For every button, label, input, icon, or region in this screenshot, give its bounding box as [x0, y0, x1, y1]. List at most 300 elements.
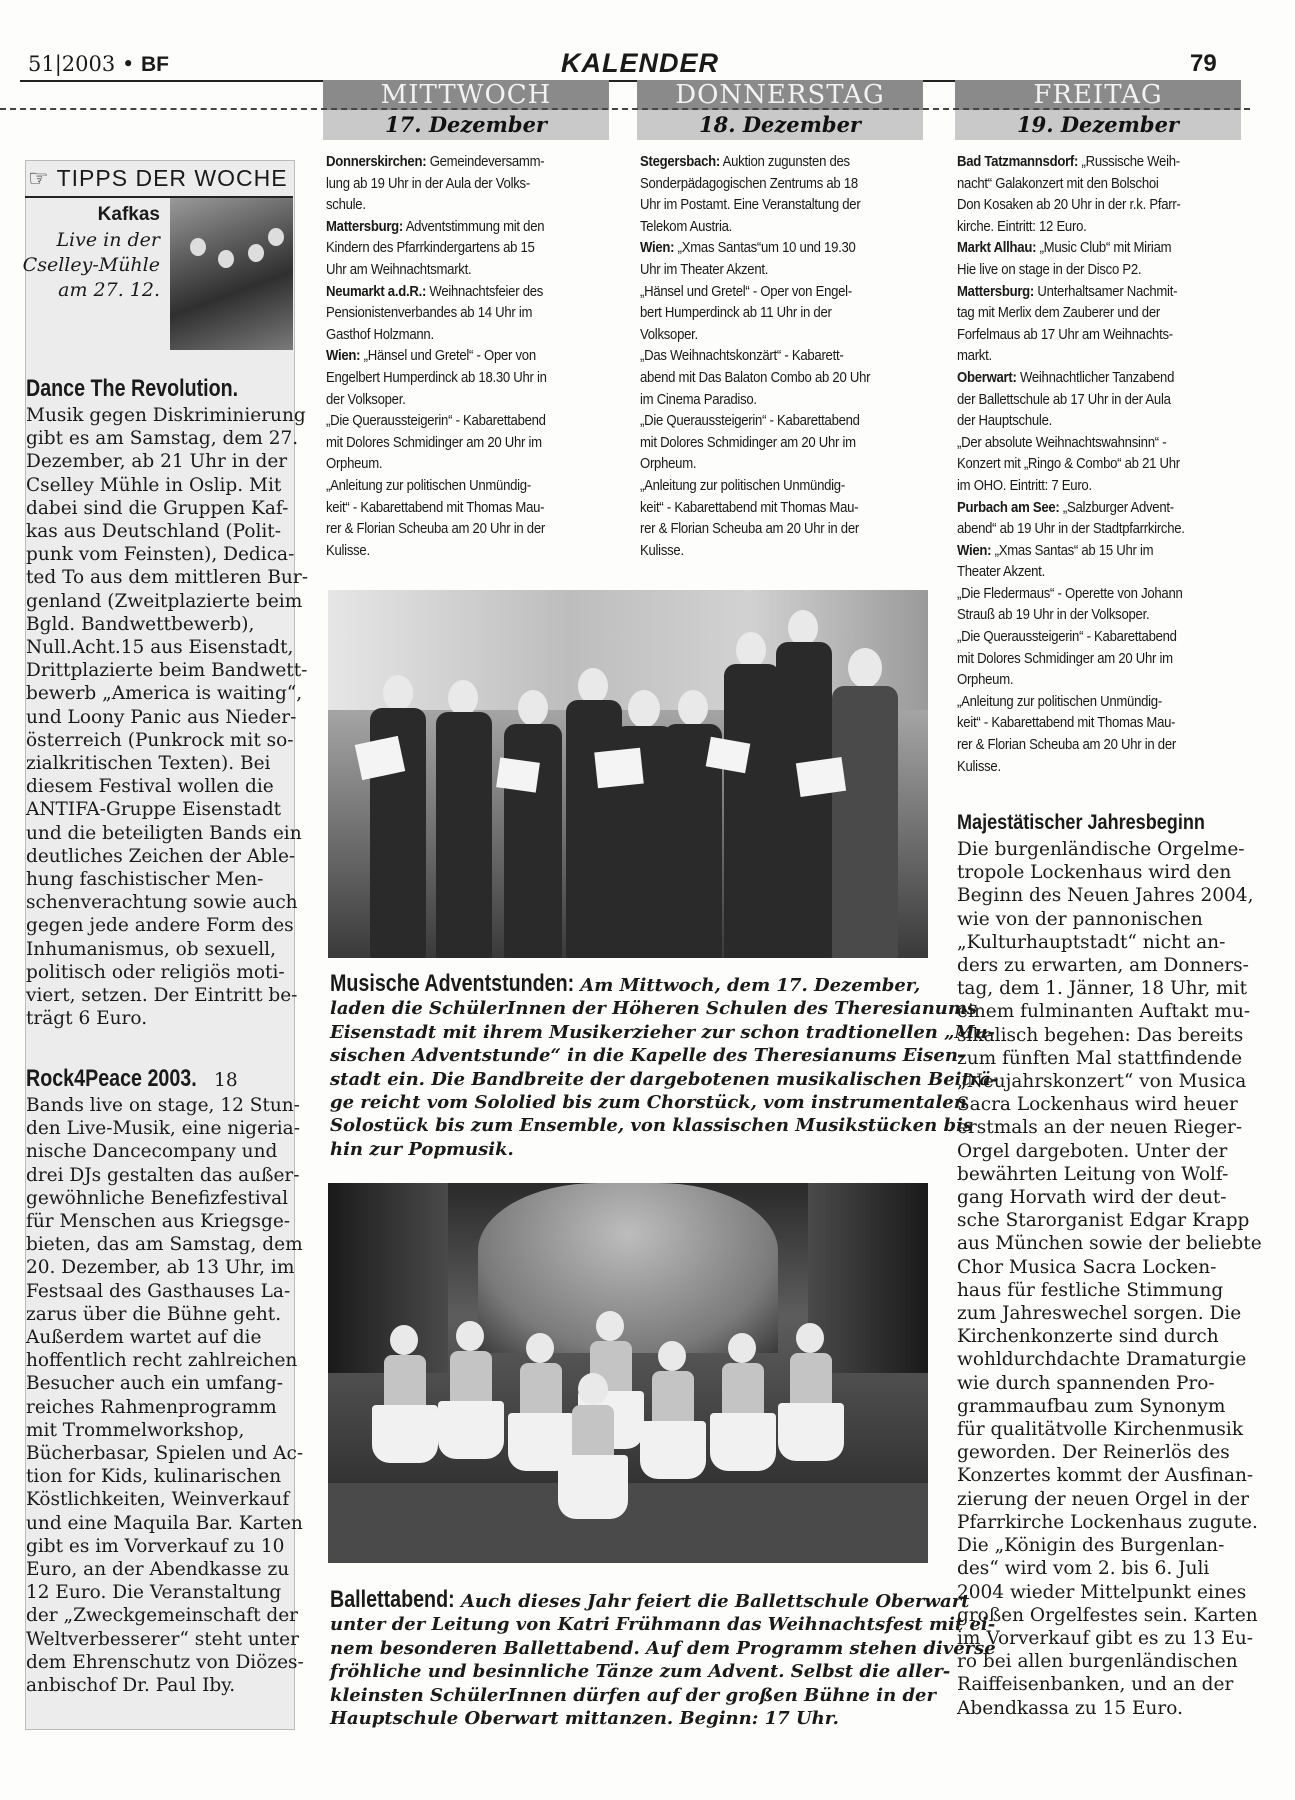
calendar-text: Weihnachtlicher Tanzabend — [1016, 369, 1175, 386]
date-label: 19. Dezember — [955, 110, 1241, 140]
calendar-line — [326, 476, 585, 498]
text-line: grammaufbau zum Synonym — [957, 1395, 1226, 1417]
text-line: 20. Dezember, ab 13 Uhr, im — [26, 1257, 295, 1279]
text-line: und die beteiligten Bands ein — [26, 822, 302, 844]
caption-text: Solostück bis zum Ensemble, von klassischen Musikstücken bis — [330, 1115, 974, 1137]
calendar-line — [957, 476, 1216, 498]
calendar-line — [957, 605, 1216, 627]
caption-line — [330, 1068, 999, 1091]
calendar-line — [957, 519, 1216, 541]
text-line: ders zu erwarten, am Donners- — [957, 955, 1249, 977]
calendar-line — [640, 498, 899, 520]
calendar-text: Don Kosaken ab 20 Uhr in der r.k. Pfarr- — [957, 197, 1181, 214]
calendar-line — [957, 346, 1216, 368]
text-line: Dezember, ab 21 Uhr in der — [26, 451, 288, 473]
text-line: zialkritischen Texten). Bei — [26, 753, 271, 775]
calendar-line — [326, 433, 585, 455]
calendar-line — [640, 282, 899, 304]
text-line: zum Jahreswechel sorgen. Die — [957, 1303, 1242, 1325]
calendar-text: Uhr am Weihnachtsmarkt. — [326, 261, 472, 278]
text-line: bewährten Leitung von Wolf- — [957, 1163, 1229, 1185]
text-line: Beginn des Neuen Jahres 2004, — [957, 885, 1254, 907]
text-line: Bücherbasar, Spielen und Ac- — [26, 1443, 304, 1465]
text-line: zierung der neuen Orgel in der — [957, 1488, 1249, 1510]
calendar-line — [640, 390, 899, 412]
calendar-friday — [957, 152, 1245, 778]
calendar-line — [957, 260, 1216, 282]
calendar-text: „Hänsel und Gretel“ - Oper von Engel- — [640, 283, 852, 300]
calendar-line — [326, 303, 585, 325]
calendar-text: Hie live on stage in der Disco P2. — [957, 261, 1142, 278]
caption-text: hin zur Popmusik. — [330, 1138, 514, 1160]
text-line: Euro, an der Abendkasse zu — [26, 1559, 290, 1581]
calendar-place: Bad Tatzmannsdorf: — [957, 154, 1079, 170]
caption-line — [330, 1021, 995, 1044]
calendar-place: Neumarkt a.d.R.: — [326, 283, 427, 300]
text-line: deutliches Zeichen der Able- — [26, 845, 296, 867]
calendar-text: Auktion zugunsten des — [719, 154, 850, 170]
article-heading: Dance The Revolution. — [26, 375, 239, 402]
text-line: kas aus Deutschland (Polit- — [26, 521, 281, 543]
calendar-text: der Ballettschule ab 17 Uhr in der Aula — [957, 391, 1171, 408]
text-line: genland (Zweitplazierte beim — [26, 590, 303, 612]
text-line: Chor Musica Sacra Locken- — [957, 1256, 1217, 1278]
calendar-place: Mattersburg: — [957, 283, 1035, 300]
issue-bullet: • — [121, 52, 135, 76]
magazine-name: BF — [141, 53, 170, 76]
calendar-line — [640, 519, 899, 541]
text-line: sikalisch begehen: Das bereits — [957, 1024, 1244, 1046]
calendar-text: Strauß ab 19 Uhr in der Volksoper. — [957, 607, 1150, 624]
pointing-hand-icon: ☞ — [28, 165, 50, 191]
text-line: tion for Kids, kulinarischen — [26, 1466, 282, 1488]
calendar-line — [957, 195, 1216, 217]
caption-line — [330, 1707, 930, 1730]
calendar-line — [326, 152, 585, 174]
calendar-text: Kulisse. — [957, 758, 1001, 775]
text-line: Raiffeisenbanken, und an der — [957, 1674, 1234, 1696]
calendar-text: mit Dolores Schmidinger am 20 Uhr im — [640, 434, 856, 451]
calendar-place: Mattersburg: — [326, 218, 404, 235]
text-line: erstmals an der neuen Rieger- — [957, 1117, 1243, 1139]
calendar-text: Telekom Austria. — [640, 218, 733, 235]
text-line: Kirchenkonzerte sind durch — [957, 1326, 1219, 1348]
choir-photo — [328, 590, 928, 958]
calendar-line — [640, 476, 899, 498]
calendar-place: Stegersbach: — [640, 154, 720, 170]
calendar-line — [957, 390, 1216, 412]
calendar-line — [326, 519, 585, 541]
calendar-text: Pensionistenverbandes ab 14 Uhr im — [326, 305, 533, 322]
text-line: Sacra Lockenhaus wird heuer — [957, 1094, 1238, 1116]
calendar-line — [326, 325, 585, 347]
calendar-line — [326, 368, 585, 390]
calendar-text: lung ab 19 Uhr in der Aula der Volks- — [326, 175, 530, 192]
caption-line — [330, 1044, 966, 1067]
caption-text: stadt ein. Die Bandbreite der dargebotenen musikalischen Beiträ- — [330, 1068, 999, 1090]
text-line: Besucher auch ein umfang- — [26, 1373, 284, 1395]
text-line: Die „Königin des Burgenlan- — [957, 1535, 1225, 1557]
calendar-place: Markt Allhau: — [957, 240, 1037, 257]
calendar-line — [957, 713, 1216, 735]
caption-text: nem besonderen Ballettabend. Auf dem Programm stehen diverse — [330, 1637, 996, 1659]
calendar-line — [640, 368, 899, 390]
calendar-text: im OHO. Eintritt: 7 Euro. — [957, 477, 1092, 494]
calendar-line — [640, 346, 899, 368]
caption-line — [330, 997, 978, 1020]
calendar-line — [957, 562, 1216, 584]
calendar-place: Donnerskirchen: — [326, 154, 427, 170]
calendar-text: der Hauptschule. — [957, 413, 1052, 430]
calendar-line — [640, 303, 899, 325]
caption-line: am 27. 12. — [58, 279, 160, 301]
text-line: Bands live on stage, 12 Stun- — [26, 1095, 300, 1116]
calendar-text: Kindern des Pfarrkindergartens ab 15 — [326, 240, 535, 257]
text-line: der „Zweckgemeinschaft der — [26, 1605, 299, 1627]
calendar-line — [640, 454, 899, 476]
date-label: 17. Dezember — [323, 110, 609, 140]
text-line: ted To aus dem mittleren Bur- — [26, 567, 308, 589]
caption-line: Cselley-Mühle — [22, 254, 160, 276]
text-line: gibt es im Vorverkauf zu 10 — [26, 1535, 285, 1557]
kafkas-photo-name: Kafkas — [97, 204, 160, 225]
text-line: dem Ehrenschutz von Diözes- — [26, 1651, 304, 1673]
calendar-line — [957, 735, 1216, 757]
weekday-label: MITTWOCH — [323, 80, 609, 110]
caption-line — [330, 1613, 996, 1636]
calendar-place: Oberwart: — [957, 369, 1017, 386]
calendar-line — [957, 238, 1216, 260]
text-line: hoffentlich recht zahlreichen — [26, 1350, 298, 1372]
calendar-line — [326, 498, 585, 520]
calendar-line — [957, 692, 1216, 714]
text-line: trägt 6 Euro. — [26, 1008, 148, 1030]
article-body — [26, 1094, 304, 1697]
calendar-line — [640, 260, 899, 282]
calendar-place: Purbach am See: — [957, 499, 1060, 516]
calendar-line — [326, 390, 585, 412]
calendar-line — [326, 238, 585, 260]
text-line: anbischof Dr. Paul Iby. — [26, 1675, 236, 1697]
text-line: „Neujahrskonzert“ von Musica — [957, 1071, 1247, 1093]
tipps-title — [28, 165, 288, 192]
calendar-text: „Anleitung zur politischen Unmündig- — [957, 693, 1162, 710]
calendar-text: Gasthof Holzmann. — [326, 326, 434, 343]
text-line: Null.Acht.15 aus Eisenstadt, — [26, 637, 294, 659]
text-line: des“ wird vom 2. bis 6. Juli — [957, 1558, 1210, 1580]
calendar-line — [326, 260, 585, 282]
calendar-line — [957, 584, 1216, 606]
text-line: Musik gegen Diskriminierung — [26, 405, 306, 426]
calendar-text: schule. — [326, 197, 366, 214]
calendar-text: keit“ - Kabarettabend mit Thomas Mau- — [326, 499, 545, 516]
text-line: ANTIFA-Gruppe Eisenstadt — [26, 799, 282, 821]
text-line: diesem Festival wollen die — [26, 776, 274, 798]
calendar-text: mit Dolores Schmidinger am 20 Uhr im — [326, 434, 542, 451]
calendar-text: Kulisse. — [326, 542, 370, 559]
calendar-line — [957, 433, 1216, 455]
text-line: zarus über die Bühne geht. — [26, 1303, 282, 1325]
day-header-friday — [955, 80, 1241, 140]
calendar-text: Engelbert Humperdinck ab 18.30 Uhr in — [326, 369, 547, 386]
calendar-line — [326, 195, 585, 217]
caption-text: unter der Leitung von Katri Frühmann das Weihnachtsfest mit ei- — [330, 1614, 996, 1636]
calendar-line — [640, 411, 899, 433]
calendar-text: „Salzburger Advent- — [1059, 499, 1174, 516]
article-heading: Majestätischer Jahresbeginn — [957, 811, 1205, 834]
article-body — [957, 838, 1262, 1720]
calendar-text: Orpheum. — [640, 456, 697, 473]
text-line: viert, setzen. Der Eintritt be- — [26, 985, 298, 1007]
caption-line — [330, 1660, 951, 1683]
calendar-text: Unterhaltsamer Nachmit- — [1034, 283, 1178, 300]
text-line: Die burgenländische Orgelme- — [957, 839, 1245, 860]
calendar-text: „Anleitung zur politischen Unmündig- — [326, 477, 531, 494]
choir-photo-caption — [330, 970, 999, 1161]
calendar-thursday — [640, 152, 928, 562]
calendar-text: „Die Queraussteigerin“ - Kabarettabend — [640, 413, 860, 430]
text-line: reiches Rahmenprogramm — [26, 1396, 277, 1418]
text-line: Cselley Mühle in Oslip. Mit — [26, 474, 282, 496]
text-line: ro bei allen burgenländischen — [957, 1651, 1238, 1673]
text-line: „Kulturhauptstadt“ nicht an- — [957, 931, 1226, 953]
text-line: gibt es am Samstag, dem 27. — [26, 428, 299, 450]
text-line: haus für festliche Stimmung — [957, 1279, 1224, 1301]
calendar-text: Forfelmaus ab 17 Uhr am Weihnachts- — [957, 326, 1173, 343]
article-body — [26, 404, 308, 1030]
text-line: Köstlichkeiten, Weinverkauf — [26, 1489, 290, 1511]
calendar-line — [957, 649, 1216, 671]
calendar-text: abend“ ab 19 Uhr in der Stadtpfarrkirche. — [957, 521, 1185, 538]
calendar-text: Sonderpädagogischen Zentrums ab 18 — [640, 175, 858, 192]
calendar-line — [326, 346, 585, 368]
calendar-text: mit Dolores Schmidinger am 20 Uhr im — [957, 650, 1173, 667]
caption-line — [330, 1586, 970, 1613]
calendar-text: Orpheum. — [957, 672, 1014, 689]
calendar-text: tag mit Merlix dem Zauberer und der — [957, 305, 1160, 322]
day-header-thursday — [637, 80, 923, 140]
calendar-line — [957, 498, 1216, 520]
calendar-text: Uhr im Postamt. Eine Veranstaltung der — [640, 197, 861, 214]
article-heading-tail: 18 — [208, 1070, 238, 1091]
text-line: Drittplazierte beim Bandwett- — [26, 660, 308, 682]
calendar-text: rer & Florian Scheuba am 20 Uhr in der — [326, 521, 545, 538]
calendar-line — [640, 195, 899, 217]
calendar-text: „Die Fledermaus“ - Operette von Johann — [957, 585, 1183, 602]
text-line: bieten, das am Samstag, dem — [26, 1234, 303, 1256]
text-line: und Loony Panic aus Nieder- — [26, 706, 297, 728]
text-line: wie durch spannenden Pro- — [957, 1372, 1215, 1394]
calendar-text: rer & Florian Scheuba am 20 Uhr in der — [640, 521, 859, 538]
issue-number — [28, 52, 169, 77]
text-line: gang Horvath wird der deut- — [957, 1187, 1227, 1209]
caption-line — [330, 1684, 936, 1707]
calendar-line — [640, 174, 899, 196]
calendar-text: rer & Florian Scheuba am 20 Uhr in der — [957, 737, 1176, 754]
caption-line — [330, 1114, 974, 1137]
text-line: 2004 wieder Mittelpunkt eines — [957, 1581, 1247, 1603]
tipps-title-text: TIPPS DER WOCHE — [56, 165, 288, 191]
text-line: schenverachtung sowie auch — [26, 892, 298, 914]
calendar-text: markt. — [957, 348, 992, 365]
text-line: Pfarrkirche Lockenhaus zugute. — [957, 1511, 1258, 1533]
calendar-text: Theater Akzent. — [957, 564, 1045, 581]
issue-text: 51|2003 — [28, 52, 116, 76]
calendar-text: „Music Club“ mit Miriam — [1036, 240, 1172, 257]
page-number: 79 — [1190, 50, 1217, 77]
calendar-line — [326, 282, 585, 304]
weekday-label: DONNERSTAG — [637, 80, 923, 110]
calendar-line — [326, 541, 585, 563]
calendar-text: keit“ - Kabarettabend mit Thomas Mau- — [957, 715, 1176, 732]
calendar-text: Gemeindeversamm- — [426, 154, 545, 170]
calendar-place: Wien: — [640, 240, 675, 257]
day-header-wednesday — [323, 80, 609, 140]
calendar-text: „Xmas Santas“ ab 15 Uhr im — [991, 542, 1154, 559]
calendar-text: Uhr im Theater Akzent. — [640, 261, 769, 278]
calendar-text: Konzert mit „Ringo & Combo“ ab 21 Uhr — [957, 456, 1180, 473]
caption-text: sischen Adventstunde“ in die Kapelle des Theresianums Eisen- — [330, 1045, 966, 1067]
text-line: hung faschistischer Men- — [26, 869, 264, 891]
text-line: Orgel dargeboten. Unter der — [957, 1140, 1228, 1162]
calendar-line — [957, 627, 1216, 649]
calendar-line — [957, 454, 1216, 476]
kafkas-photo — [170, 198, 293, 350]
caption-line — [330, 1091, 967, 1114]
caption-line: Live in der — [56, 229, 160, 251]
caption-text: laden die SchülerInnen der Höheren Schulen des Theresianums — [330, 998, 978, 1020]
text-line: dabei sind die Gruppen Kaf- — [26, 497, 289, 519]
caption-lead: Ballettabend: — [330, 1586, 455, 1613]
text-line: den Live-Musik, eine nigeria- — [26, 1118, 300, 1140]
calendar-line — [957, 670, 1216, 692]
article-heading: Rock4Peace 2003. — [26, 1065, 197, 1092]
calendar-text: „Xmas Santas“um 10 und 19.30 — [674, 240, 856, 257]
text-line: wie von der pannonischen — [957, 908, 1203, 930]
text-line: punk vom Feinsten), Dedica- — [26, 544, 295, 566]
calendar-text: bert Humperdinck ab 11 Uhr in der — [640, 305, 832, 322]
caption-line — [330, 1138, 930, 1161]
caption-text: ge reicht vom Sololied bis zum Chorstück, vom instrumentalen — [330, 1092, 967, 1114]
calendar-line — [957, 282, 1216, 304]
article-heading-row — [26, 1064, 296, 1094]
calendar-place: Wien: — [326, 348, 361, 365]
text-line: Bgld. Bandwettbewerb), — [26, 613, 255, 635]
calendar-text: nacht“ Galakonzert mit den Bolschoi — [957, 175, 1159, 192]
calendar-text: im Cinema Paradiso. — [640, 391, 757, 408]
calendar-line — [957, 541, 1216, 563]
text-line: bewerb „America is waiting“, — [26, 683, 303, 705]
caption-text: Hauptschule Oberwart mittanzen. Beginn: 17 Uhr. — [330, 1708, 839, 1730]
text-line: geworden. Der Reinerlös des — [957, 1442, 1230, 1464]
date-label: 18. Dezember — [637, 110, 923, 140]
calendar-text: „Das Weihnachtskonzärt“ - Kabarett- — [640, 348, 844, 365]
kafkas-photo-caption — [20, 228, 160, 303]
text-line: aus München sowie der beliebte — [957, 1233, 1262, 1255]
caption-text: fröhliche und besinnliche Tänze zum Advent. Selbst die aller- — [330, 1661, 951, 1683]
article-majestaetischer-jahresbeginn — [957, 808, 1262, 1720]
caption-line — [330, 1637, 996, 1660]
text-line: Inhumanismus, ob sexuell, — [26, 938, 276, 960]
caption-lead: Musische Adventstunden: — [330, 970, 575, 997]
text-line: wohldurchdachte Dramaturgie — [957, 1349, 1247, 1371]
calendar-text: abend mit Das Balaton Combo ab 20 Uhr — [640, 369, 871, 386]
calendar-text: „Die Queraussteigerin“ - Kabarettabend — [957, 629, 1177, 646]
text-line: 12 Euro. Die Veranstaltung — [26, 1582, 282, 1604]
article-dance-the-revolution — [26, 374, 308, 1030]
text-line: Weltverbesserer“ steht unter — [26, 1628, 299, 1650]
caption-text: kleinsten SchülerInnen dürfen auf der großen Bühne in der — [330, 1684, 936, 1706]
calendar-text: der Volksoper. — [326, 391, 406, 408]
calendar-text: „Russische Weih- — [1078, 154, 1180, 170]
text-line: Festsaal des Gasthauses La- — [26, 1280, 291, 1302]
text-line: drei DJs gestalten das außer- — [26, 1164, 300, 1186]
calendar-text: „Der absolute Weihnachtswahnsinn“ - — [957, 434, 1167, 451]
calendar-line — [326, 454, 585, 476]
calendar-line — [957, 217, 1216, 239]
text-line: österreich (Punkrock mit so- — [26, 729, 294, 751]
ballet-photo — [328, 1183, 928, 1563]
calendar-wednesday — [326, 152, 614, 562]
calendar-text: keit“ - Kabarettabend mit Thomas Mau- — [640, 499, 859, 516]
calendar-text: Weihnachtsfeier des — [426, 283, 544, 300]
calendar-line — [640, 541, 899, 563]
text-line: gewöhnliche Benefizfestival — [26, 1187, 289, 1209]
text-line: Abendkassa zu 15 Euro. — [957, 1697, 1183, 1719]
calendar-text: „Die Queraussteigerin“ - Kabarettabend — [326, 413, 546, 430]
calendar-line — [640, 433, 899, 455]
calendar-text: Volksoper. — [640, 326, 698, 343]
calendar-line — [957, 757, 1216, 779]
text-line: zum fünften Mal stattfindende — [957, 1047, 1243, 1069]
calendar-line — [640, 325, 899, 347]
text-line: gegen jede andere Form des — [26, 915, 294, 937]
text-line: großen Orgelfestes sein. Karten — [957, 1604, 1258, 1626]
calendar-line — [326, 174, 585, 196]
calendar-line — [326, 411, 585, 433]
calendar-line — [957, 325, 1216, 347]
text-line: politisch oder religiös moti- — [26, 961, 285, 983]
text-line: für Menschen aus Kriegsge- — [26, 1211, 291, 1233]
text-line: für qualitätvolle Kirchenmusik — [957, 1419, 1244, 1441]
calendar-line — [957, 152, 1216, 174]
text-line: tag, dem 1. Jänner, 18 Uhr, mit — [957, 978, 1248, 1000]
calendar-text: Orpheum. — [326, 456, 383, 473]
calendar-line — [640, 217, 899, 239]
text-line: sche Starorganist Edgar Krapp — [957, 1210, 1250, 1232]
calendar-text: kirche. Eintritt: 12 Euro. — [957, 218, 1087, 235]
dashed-rule — [0, 108, 1250, 110]
calendar-line — [640, 152, 899, 174]
caption-text: Auch dieses Jahr feiert die Ballettschule Oberwart — [454, 1591, 970, 1612]
text-line: und eine Maquila Bar. Karten — [26, 1512, 303, 1534]
text-line: Außerdem wartet auf die — [26, 1327, 262, 1349]
calendar-place: Wien: — [957, 542, 992, 559]
text-line: mit Trommelworkshop, — [26, 1419, 245, 1441]
caption-text: Am Mittwoch, dem 17. Dezember, — [574, 975, 921, 996]
calendar-line — [640, 238, 899, 260]
calendar-line — [957, 411, 1216, 433]
calendar-text: „Hänsel und Gretel“ - Oper von — [360, 348, 536, 365]
calendar-line — [957, 303, 1216, 325]
caption-line — [330, 972, 930, 997]
ballet-photo-caption — [330, 1586, 996, 1730]
calendar-line — [326, 217, 585, 239]
text-line: einem fulminanten Auftakt mu- — [957, 1001, 1251, 1023]
article-rock4peace — [26, 1064, 304, 1697]
text-line: Konzertes kommt der Ausfinan- — [957, 1465, 1254, 1487]
calendar-line — [957, 368, 1216, 390]
